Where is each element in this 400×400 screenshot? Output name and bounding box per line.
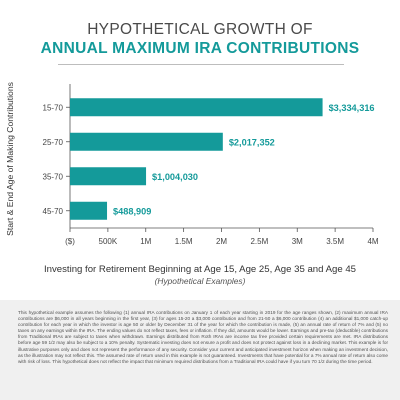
- data-label: $2,017,352: [228, 137, 275, 148]
- x-axis-subcaption: (Hypothetical Examples): [154, 276, 246, 286]
- x-tick-label: ($): [65, 237, 75, 246]
- bar: [70, 167, 146, 185]
- y-axis-label: Start & End Age of Making Contributions: [5, 82, 15, 236]
- category-label: 15-70: [42, 103, 63, 113]
- disclaimer-text: This hypothetical example assumes the following (1) annual IRA contributions on January 1 of each year starting in 2019 for the age ranges shown, (2) maximum annual IRA contributions are $6,000 in all years beginning in the first year, (3) for ages 15-20 a $3,000 contribution and from 21-50 a $6,000 contribution (4) an additional $1,000 catch-up contribution for each year in which the investor is age 50 or older by December 31 of the year for which the contribution is made, (5) an annual rate of return of 7% and (5) no taxes on any earnings within the IRA. The ending values do not reflect taxes, fees or inflation. If they did, amounts would be lower. Earnings and pre-tax (deductible) contributions from Traditional IRAs are subject to taxes when withdrawn. Earnings distributed from Roth IRAs are income tax free provided certain requirements are met. IRA distributions before age 59 1/2 may also be subject to a 10% penalty. Systematic investing does not ensure a profit and does not protect against loss in a declining market. This example is for illustrative purposes only and does not represent the performance of any security. Consider your current and anticipated investment horizon when making an investment decision, as the illustration may not reflect this. The assumed rate of return used in this example is not guaranteed. Investments that have potential for a 7% annual rate of return also come with risk of loss. This hypothetical does not reflect the impact that minimum required distributions from a Traditional IRA could have if you turn 70 1/2 during the time period.: [0, 300, 400, 400]
- bar: [70, 133, 223, 151]
- title-line-2: ANNUAL MAXIMUM IRA CONTRIBUTIONS: [40, 40, 360, 57]
- bar: [70, 98, 323, 116]
- category-label: 25-70: [42, 137, 63, 147]
- x-tick-label: 3M: [291, 237, 303, 246]
- data-label: $488,909: [113, 206, 152, 217]
- x-tick-label: 4M: [367, 237, 379, 246]
- x-tick-label: 2.5M: [250, 237, 269, 246]
- category-label: 45-70: [42, 206, 63, 216]
- x-axis-caption: Investing for Retirement Beginning at Age 15, Age 25, Age 35 and Age 45: [43, 264, 357, 275]
- data-label: $3,334,316: [328, 102, 375, 113]
- bar: [70, 202, 107, 220]
- x-tick-label: 2M: [215, 237, 228, 246]
- title-line-1: HYPOTHETICAL GROWTH OF: [87, 21, 313, 38]
- x-tick-label: 1.5M: [174, 237, 193, 246]
- data-label: $1,004,030: [152, 171, 199, 182]
- category-label: 35-70: [42, 172, 63, 182]
- x-tick-label: 3.5M: [326, 237, 345, 246]
- x-tick-label: 1M: [140, 237, 152, 246]
- x-tick-label: 500K: [98, 237, 118, 246]
